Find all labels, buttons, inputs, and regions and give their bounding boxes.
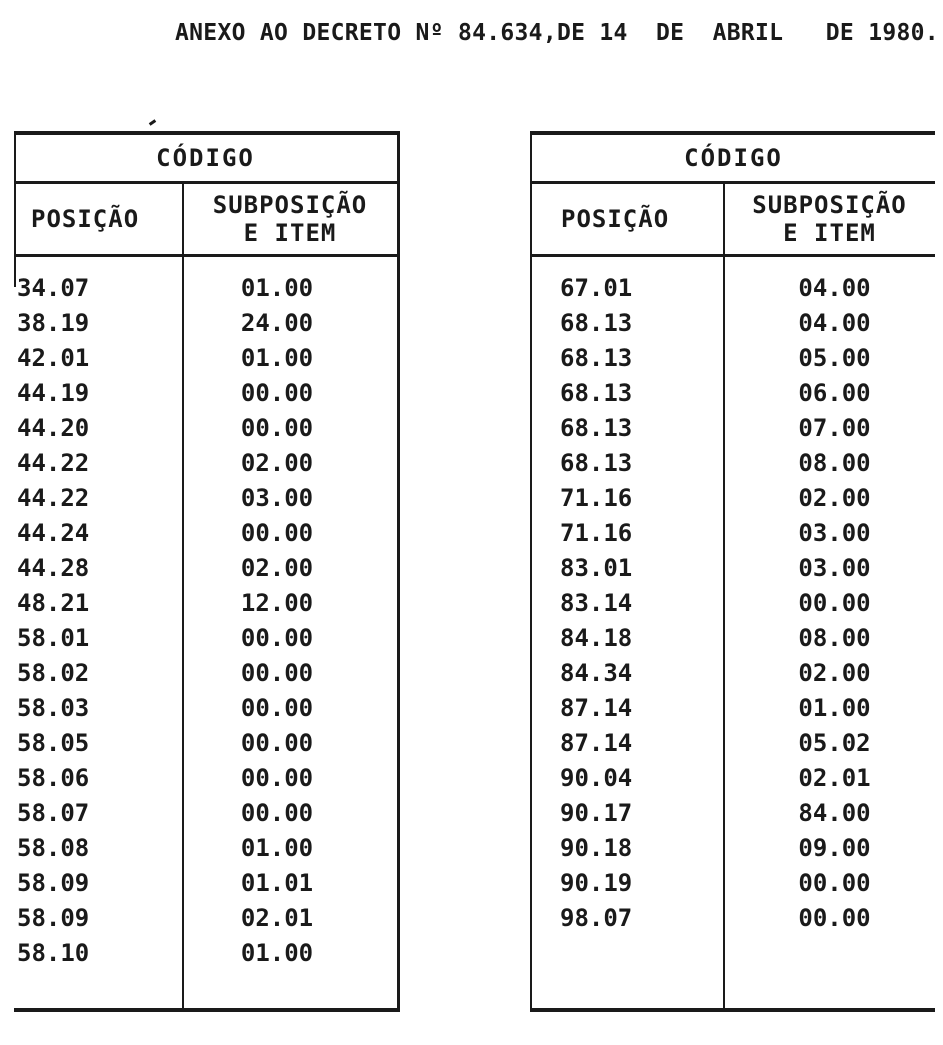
table-row — [14, 760, 397, 795]
codigo-table-left — [14, 131, 400, 1012]
table-row — [532, 830, 935, 865]
table-row — [532, 550, 935, 585]
table-row — [532, 690, 935, 725]
posicao-cell: 44.22 — [17, 448, 90, 477]
posicao-cell: 58.05 — [17, 728, 90, 757]
subposicao-cell: 00.00 — [798, 868, 871, 897]
subposicao-cell: 00.00 — [240, 658, 314, 687]
subposicao-label-line1: SUBPOSIÇÃO — [752, 191, 907, 219]
table-row — [532, 865, 935, 900]
table-row — [532, 445, 935, 480]
table-row — [14, 340, 397, 375]
subposicao-cell: 05.00 — [798, 343, 871, 372]
codigo-table-right — [530, 131, 935, 1012]
subposicao-label-line2: E ITEM — [243, 219, 337, 247]
table-row — [14, 900, 397, 935]
posicao-cell: 58.03 — [17, 693, 90, 722]
posicao-cell: 44.22 — [17, 483, 90, 512]
posicao-cell: 83.14 — [560, 588, 633, 617]
posicao-cell: 58.08 — [17, 833, 90, 862]
subposicao-cell: 00.00 — [240, 798, 314, 827]
column-divider — [182, 184, 184, 1008]
table-row — [14, 935, 397, 970]
table-row — [14, 830, 397, 865]
subposicao-cell: 06.00 — [798, 378, 871, 407]
subposicao-cell: 12.00 — [240, 588, 314, 617]
posicao-cell: 71.16 — [560, 518, 633, 547]
posicao-cell: 87.14 — [560, 728, 633, 757]
subposicao-label-line2: E ITEM — [783, 219, 876, 247]
subposicao-cell: 02.01 — [798, 763, 871, 792]
posicao-cell: 87.14 — [560, 693, 633, 722]
posicao-cell: 90.04 — [560, 763, 633, 792]
subposicao-cell: 02.00 — [798, 483, 871, 512]
table-row — [14, 410, 397, 445]
table-row — [532, 795, 935, 830]
column-headers — [14, 184, 397, 257]
subposicao-cell: 02.00 — [240, 553, 314, 582]
subposicao-cell: 08.00 — [798, 448, 871, 477]
column-header-subposicao — [183, 184, 397, 254]
posicao-cell: 98.07 — [560, 903, 633, 932]
column-header-posicao: POSIÇÃO — [31, 205, 140, 233]
posicao-cell: 71.16 — [560, 483, 633, 512]
page-title: ANEXO AO DECRETO Nº 84.634,DE 14 DE ABRIL DE 1980. — [175, 20, 939, 46]
posicao-cell: 44.20 — [17, 413, 90, 442]
subposicao-cell: 03.00 — [798, 518, 871, 547]
table-row — [532, 760, 935, 795]
subposicao-cell: 07.00 — [798, 413, 871, 442]
posicao-cell: 90.18 — [560, 833, 633, 862]
posicao-cell: 38.19 — [17, 308, 90, 337]
posicao-cell: 58.09 — [17, 903, 90, 932]
table-row — [14, 620, 397, 655]
column-headers — [532, 184, 935, 257]
subposicao-cell: 04.00 — [798, 308, 871, 337]
subposicao-cell: 01.00 — [240, 343, 314, 372]
subposicao-cell: 04.00 — [798, 273, 871, 302]
posicao-cell: 58.10 — [17, 938, 90, 967]
subposicao-cell: 02.01 — [240, 903, 314, 932]
posicao-cell: 68.13 — [560, 308, 633, 337]
subposicao-cell: 00.00 — [240, 763, 314, 792]
subposicao-cell: 03.00 — [798, 553, 871, 582]
table-row — [532, 515, 935, 550]
table-row — [14, 795, 397, 830]
table-row — [14, 550, 397, 585]
table-body — [14, 257, 397, 970]
table-row — [14, 655, 397, 690]
posicao-cell: 84.34 — [560, 658, 633, 687]
posicao-cell: 48.21 — [17, 588, 90, 617]
table-row — [532, 305, 935, 340]
subposicao-cell: 02.00 — [240, 448, 314, 477]
subposicao-cell: 00.00 — [240, 413, 314, 442]
column-divider — [723, 184, 725, 1008]
subposicao-cell: 00.00 — [240, 623, 314, 652]
posicao-cell: 58.06 — [17, 763, 90, 792]
table-row — [14, 690, 397, 725]
posicao-cell: 44.19 — [17, 378, 90, 407]
posicao-cell: 34.07 — [17, 273, 90, 302]
scan-artifact — [149, 119, 156, 125]
posicao-cell: 83.01 — [560, 553, 633, 582]
table-row — [532, 340, 935, 375]
subposicao-cell: 01.01 — [240, 868, 314, 897]
table-left-border — [14, 135, 16, 287]
table-row — [14, 515, 397, 550]
posicao-cell: 68.13 — [560, 343, 633, 372]
table-row — [532, 480, 935, 515]
table-row — [532, 620, 935, 655]
table-row — [14, 480, 397, 515]
table-row — [532, 410, 935, 445]
table-row — [14, 725, 397, 760]
subposicao-cell: 00.00 — [240, 378, 314, 407]
table-row — [532, 725, 935, 760]
table-row — [14, 375, 397, 410]
posicao-cell: 90.19 — [560, 868, 633, 897]
subposicao-cell: 05.02 — [798, 728, 871, 757]
table-row — [14, 865, 397, 900]
column-header-subposicao — [724, 184, 935, 254]
subposicao-cell: 01.00 — [240, 833, 314, 862]
subposicao-cell: 00.00 — [240, 693, 314, 722]
table-row — [532, 900, 935, 935]
table-row — [14, 585, 397, 620]
posicao-cell: 44.24 — [17, 518, 90, 547]
subposicao-cell: 00.00 — [798, 903, 871, 932]
posicao-cell: 58.01 — [17, 623, 90, 652]
subposicao-cell: 01.00 — [240, 938, 314, 967]
subposicao-cell: 00.00 — [240, 728, 314, 757]
posicao-cell: 90.17 — [560, 798, 633, 827]
subposicao-cell: 00.00 — [798, 588, 871, 617]
subposicao-cell: 02.00 — [798, 658, 871, 687]
subposicao-cell: 08.00 — [798, 623, 871, 652]
subposicao-cell: 03.00 — [240, 483, 314, 512]
subposicao-cell: 84.00 — [798, 798, 871, 827]
table-row — [14, 270, 397, 305]
subposicao-label-line1: SUBPOSIÇÃO — [212, 191, 368, 219]
posicao-cell: 58.02 — [17, 658, 90, 687]
posicao-cell: 67.01 — [560, 273, 633, 302]
table-row — [14, 445, 397, 480]
table-header-codigo: CÓDIGO — [532, 135, 935, 184]
table-row — [14, 305, 397, 340]
posicao-cell: 44.28 — [17, 553, 90, 582]
posicao-cell: 68.13 — [560, 448, 633, 477]
posicao-cell: 68.13 — [560, 413, 633, 442]
table-header-codigo: CÓDIGO — [14, 135, 397, 184]
table-row — [532, 655, 935, 690]
posicao-cell: 58.07 — [17, 798, 90, 827]
subposicao-cell: 01.00 — [240, 273, 314, 302]
subposicao-cell: 09.00 — [798, 833, 871, 862]
posicao-cell: 58.09 — [17, 868, 90, 897]
table-row — [532, 585, 935, 620]
table-row — [532, 270, 935, 305]
subposicao-cell: 00.00 — [240, 518, 314, 547]
posicao-cell: 42.01 — [17, 343, 90, 372]
subposicao-cell: 01.00 — [798, 693, 871, 722]
posicao-cell: 68.13 — [560, 378, 633, 407]
table-row — [532, 375, 935, 410]
table-body — [532, 257, 935, 935]
column-header-posicao: POSIÇÃO — [561, 205, 670, 233]
posicao-cell: 84.18 — [560, 623, 633, 652]
subposicao-cell: 24.00 — [240, 308, 314, 337]
